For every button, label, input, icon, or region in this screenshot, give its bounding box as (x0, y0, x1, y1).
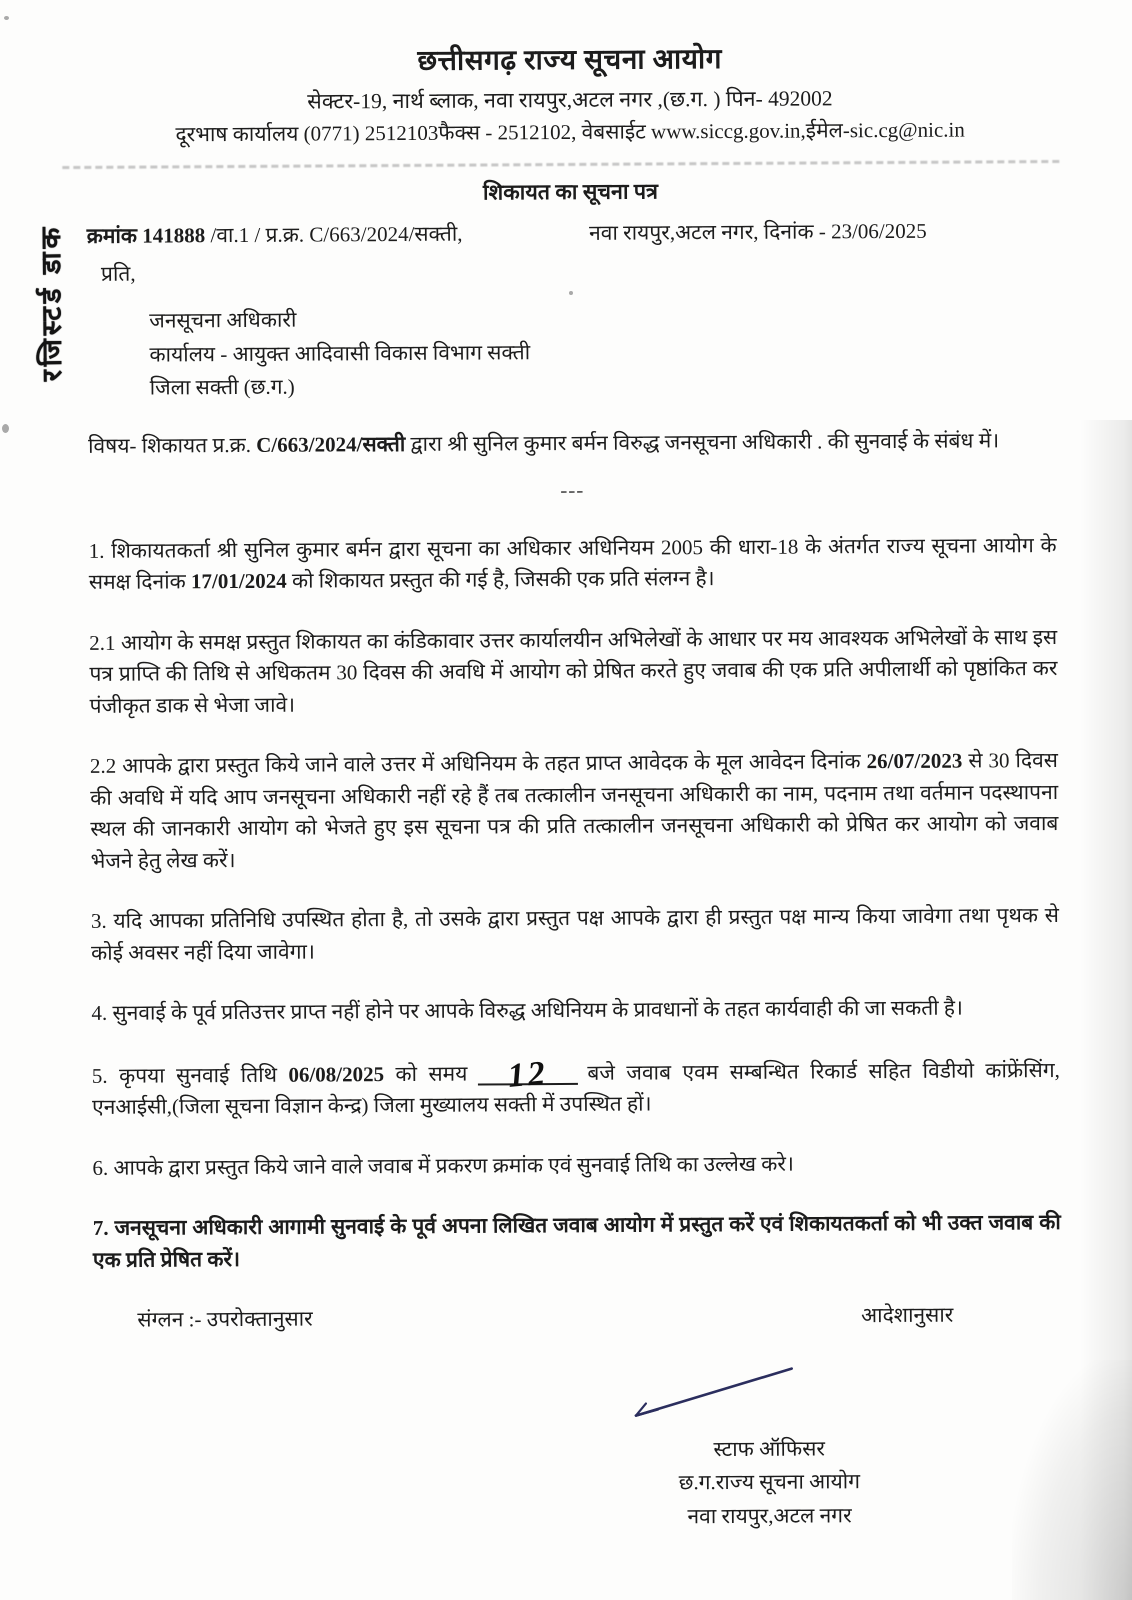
signatory-title: स्टाफ ऑफिसर (713, 1435, 826, 1461)
paragraph: 4. सुनवाई के पूर्व प्रतिउत्तर प्राप्त नहीं होने पर आपके विरुद्ध अधिनियम के प्रावधानों के तहत कार्यवाही की जा सकती है। (91, 995, 964, 1025)
paragraph: 2.2 आपके द्वारा प्रस्तुत किये जाने वाले उत्तर में अधिनियम के तहत प्राप्त आवेदक के मूल आवेदन दिनांक 26/07/2023 से 30 दिवस की अवधि में यदि आप जनसूचना अधिकारी नहीं रहे हैं तब तत्कालीन जनसूचना अधिकारी का नाम, पदनाम तथा वर्तमान पदस्थापना स्थल की जानकारी आयोग को भेजते हुए इस सूचना पत्र की प्रति तत्कालीन जनसूचना अधिकारी को प्रेषित कर आयोग को जवाब भेजने हेतु लेख करें। (89, 747, 1059, 873)
signatory-org: छ.ग.राज्य सूचना आयोग (678, 1469, 861, 1495)
addressee-line: जिला सक्ती (छ.ग.) (149, 374, 295, 400)
dashed-divider (62, 160, 1060, 169)
paragraph: 3. यदि आपका प्रतिनिधि उपस्थित होता है, तो उसके द्वारा प्रस्तुत पक्ष आपके द्वारा ही प्रस्तुत पक्ष मान्य किया जावेगा तथा पृथक से कोई अवसर नहीं दिया जावेगा। (90, 902, 1059, 965)
paragraph: 6. आपके द्वारा प्रस्तुत किये जाने वाले जवाब में प्रकरण क्रमांक एवं सुनवाई तिथि का उल्लेख करे। (92, 1151, 794, 1180)
handwritten-time-slot (477, 1053, 577, 1095)
salutation: प्रति, (100, 261, 136, 286)
org-contact: दूरभाष कार्यालय (0771) 2512103फैक्स - 2512102, वेबसाईट www.siccg.gov.in,ईमेल-sic.cg@nic.in (175, 117, 965, 147)
org-address: सेक्टर-19, नार्थ ब्लाक, नवा रायपुर,अटल नगर ,(छ.ग. ) पिन- 492002 (307, 86, 833, 114)
subject-label: विषय- (87, 433, 137, 458)
body-paragraphs (89, 529, 1062, 1275)
enclosure-note: संग्लन :- उपरोक्तानुसार (137, 1306, 313, 1332)
addressee-line: कार्यालय - आयुक्त आदिवासी विकास विभाग सक्ती (149, 339, 531, 367)
separator-dashes: --- (560, 477, 585, 503)
signature-block (604, 1357, 935, 1534)
place-date: नवा रायपुर,अटल नगर, दिनांक - 23/06/2025 (589, 218, 927, 245)
signature-stroke (614, 1358, 814, 1423)
addressee-line: जनसूचना अधिकारी (149, 307, 297, 333)
subject-line: विषय- शिकायत प्र.क्र. C/663/2024/सक्ती द्वारा श्री सुनिल कुमार बर्मन विरुद्ध जनसूचना अधिकारी . की सुनवाई के संबंध में। (87, 427, 1000, 458)
signatory-place: नवा रायपुर,अटल नगर (687, 1502, 852, 1528)
org-name: छत्तीसगढ़ राज्य सूचना आयोग (417, 44, 723, 77)
paragraph: 5. कृपया सुनवाई तिथि 06/08/2025 को समय 12 बजे जवाब एवम सम्बन्धित रिकार्ड सहित विडीयो कांफ्रेंसिंग, एनआईसी,(जिला सूचना विज्ञान केन्द्र) जिला मुख्यालय सक्ती में उपस्थित हों। (91, 1053, 1060, 1119)
reference-line (87, 215, 1055, 252)
paragraph: 2.1 आयोग के समक्ष प्रस्तुत शिकायत का कंडिकावार उत्तर कार्यालयीन अभिलेखों के आधार पर मय आवश्यक अभिलेखों के साथ इस पत्र प्राप्ति की तिथि से अधिकतम 30 दिवस की अवधि में आयोग को प्रेषित करते हुए जवाब की एक प्रति अपीलार्थी को पृष्ठांकित कर पंजीकृत डाक से भेजा जावे। (89, 624, 1058, 718)
paragraph: 7. जनसूचना अधिकारी आगामी सुनवाई के पूर्व अपना लिखित जवाब आयोग में प्रस्तुत करें एवं शिकायतकर्ता को भी उक्त जवाब की एक प्रति प्रेषित करें। (92, 1209, 1061, 1272)
by-order-label: आदेशानुसार (861, 1302, 954, 1328)
addressee-block (87, 300, 1056, 404)
case-number: क्रमांक 141888 /वा.1 / प्र.क्र. C/663/2024/सक्ती, (86, 221, 463, 248)
letter-title: शिकायत का सूचना पत्र (482, 179, 659, 205)
registered-post-stamp: रजिस्टर्ड डाक (35, 223, 68, 382)
handwritten-time-value: 12 (505, 1053, 550, 1095)
closing-row (93, 1299, 1061, 1336)
paragraph: 1. शिकायतकर्ता श्री सुनिल कुमार बर्मन द्वारा सूचना का अधिकार अधिनियम 2005 की धारा-18 के अंतर्गत राज्य सूचना आयोग के समक्ष दिनांक 17/01/2024 को शिकायत प्रस्तुत की गई है, जिसकी एक प्रति संलग्न है। (88, 532, 1057, 594)
